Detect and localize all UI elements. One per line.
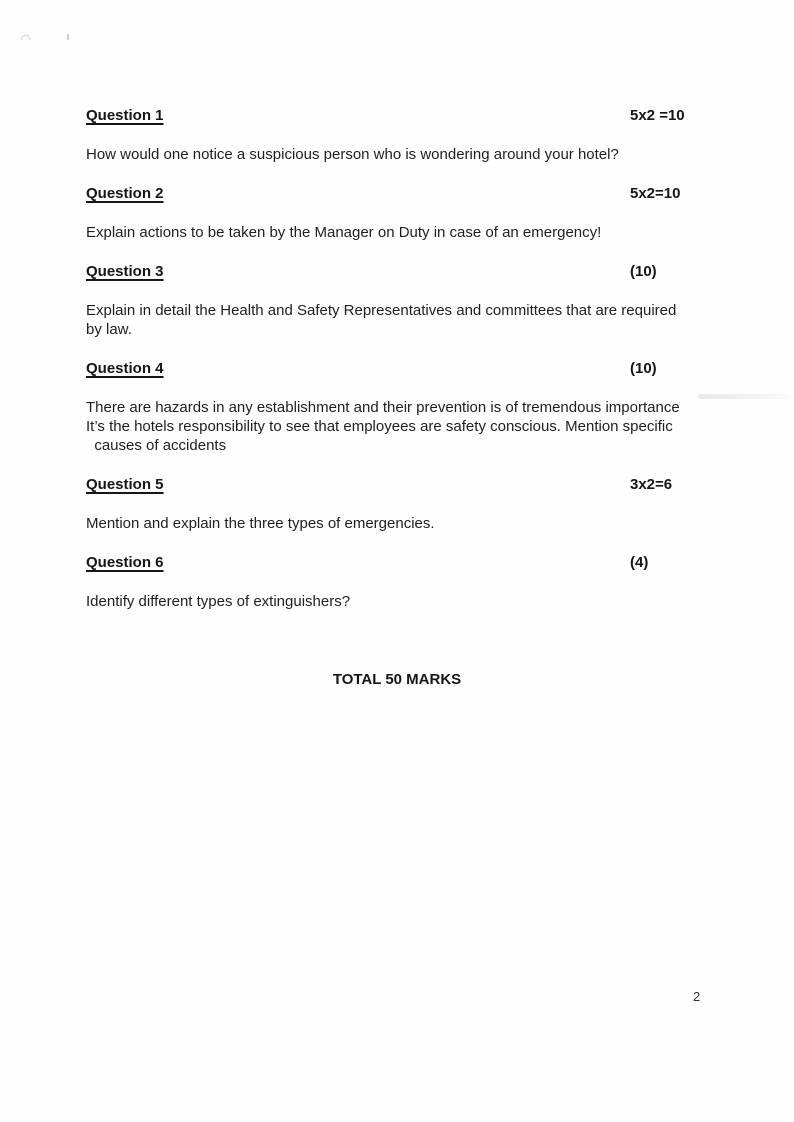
scan-artifact-squiggle — [21, 35, 30, 40]
question-marks: 5x2 =10 — [630, 107, 685, 124]
question-text-line: There are hazards in any establishment and their prevention is of tremendous importance — [86, 399, 680, 416]
question-body — [86, 592, 726, 611]
question-text-line: causes of accidents — [86, 437, 227, 454]
question-marks: 5x2=10 — [630, 185, 681, 202]
question-label: Question 3 — [86, 263, 164, 280]
question-label: Question 2 — [86, 185, 164, 202]
question-block — [86, 106, 726, 164]
question-body — [86, 301, 726, 339]
question-heading-row — [86, 184, 726, 203]
question-marks: (4) — [630, 554, 649, 571]
question-label: Question 5 — [86, 476, 164, 493]
question-heading-row — [86, 106, 726, 125]
question-block — [86, 262, 726, 339]
question-text-line: It’s the hotels responsibility to see that employees are safety conscious. Mention specific — [86, 418, 673, 435]
question-body — [86, 145, 726, 164]
question-text-line: Mention and explain the three types of emergencies. — [86, 515, 435, 532]
total-marks: TOTAL 50 MARKS — [332, 671, 462, 688]
question-heading-row — [86, 359, 726, 378]
question-label: Question 6 — [86, 554, 164, 571]
question-marks: 3x2=6 — [630, 476, 673, 493]
question-body — [86, 223, 726, 242]
page-number: 2 — [693, 989, 701, 1004]
question-label: Question 4 — [86, 360, 164, 377]
question-text-line: Identify different types of extinguishers? — [86, 593, 351, 610]
question-marks: (10) — [630, 360, 657, 377]
question-heading-row — [86, 553, 726, 572]
question-heading-row — [86, 262, 726, 281]
question-body — [86, 398, 726, 455]
question-text-line: How would one notice a suspicious person who is wondering around your hotel? — [86, 146, 619, 163]
page-content — [86, 106, 726, 689]
question-marks: (10) — [630, 263, 657, 280]
question-body — [86, 514, 726, 533]
question-label: Question 1 — [86, 107, 164, 124]
question-heading-row — [86, 475, 726, 494]
question-text-line: Explain in detail the Health and Safety Representatives and committees that are required — [86, 302, 677, 319]
question-block — [86, 359, 726, 455]
question-text-line: Explain actions to be taken by the Manager on Duty in case of an emergency! — [86, 224, 602, 241]
question-text-line: by law. — [86, 321, 132, 338]
question-block — [86, 475, 726, 533]
scan-artifact-tick — [67, 34, 69, 40]
question-block — [86, 184, 726, 242]
question-block — [86, 553, 726, 611]
